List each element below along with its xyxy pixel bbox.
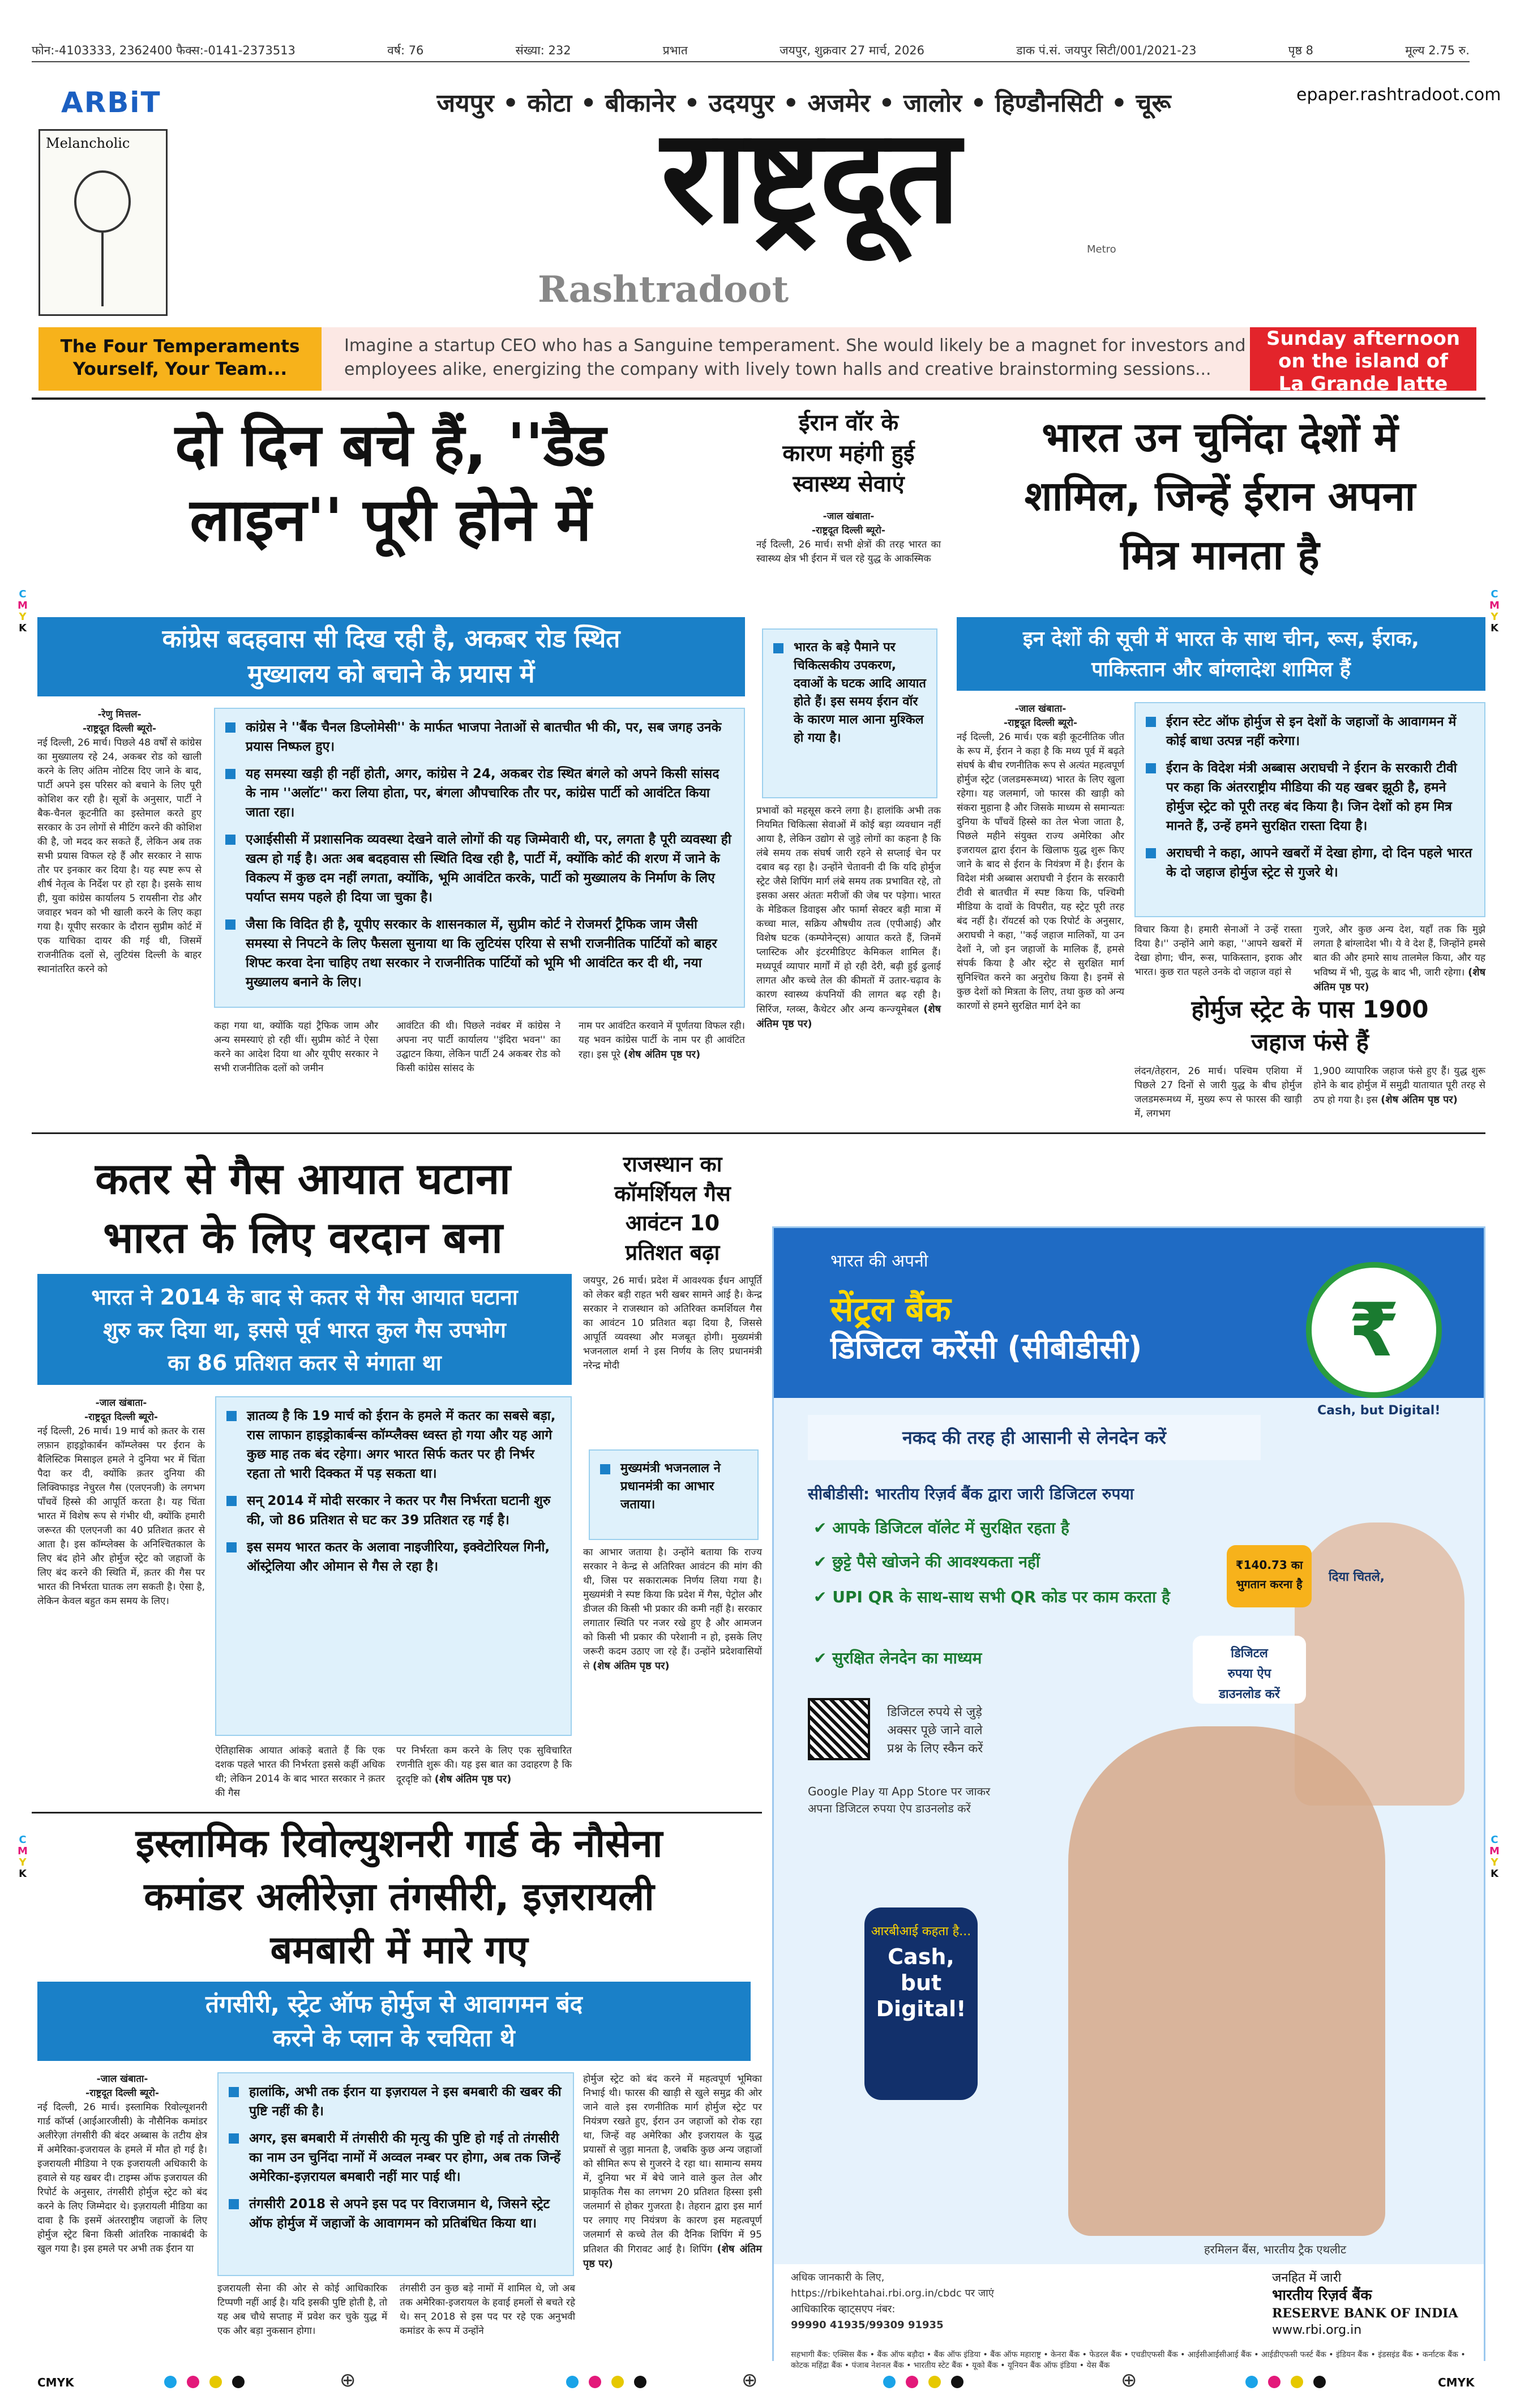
story6-body2: का आभार जताया है। उन्होंने बताया कि राज्य सरकार ने केन्द्र से अतिरिक्त आवंटन की मांग की थी, जिस पर सकारात्मक निर्णय लिया गया है। मुख्यमंत्री ने स्पष्ट किया कि प्रदेश में गैस, पेट्रोल और डीजल की किसी भी प्रकार की कमी नहीं है। सरकार लगातार स्थिति पर नजर रखे हुए है और आमजन को किसी भी प्रकार की परेशानी न हो, इसके लिए जरूरी कदम उठाए जा रहे हैं। उन्होंने प्रदेशवासियों से (शेष अंतिम पृष्ठ पर) [583,1547,762,1672]
banner-mid-text: Imagine a startup CEO who has a Sanguine temperament. She would likely be a magnet for investors and employees alike, energizing the company with lively town halls and creative brainstorming sessions... [344,336,1246,379]
epaper-link[interactable]: epaper.rashtradoot.com [1296,85,1501,105]
story7-column3: तंगसीरी उन कुछ बड़े नामों में शामिल थे, जो अब तक अमेरिका-इजरायल के हवाई हमलों से बचते रहे थे। सन् 2018 से इस पद पर रहे एक अनुभवी कमांडर के रूप में उन्होंने [400,2283,575,2337]
figure-icon [101,233,104,306]
color-bar [566,2376,646,2388]
page-info: पृष्ठ 8 [1288,44,1314,57]
teaser-banner[interactable] [38,327,1476,395]
continued-link[interactable]: (शेष अंतिम पृष्ठ पर) [583,2243,763,2270]
registration-mark: C M Y K [1489,588,1500,634]
phone-info: फोन:-4103333, 2362400 फैक्स:-0141-2373513 [32,44,296,57]
continued-link[interactable]: (शेष अंतिम पृष्ठ पर) [756,1003,941,1030]
story1-subheadline: कांग्रेस बदहवास सी दिख रही है, अकबर रोड स्थित मुख्यालय को बचाने के प्रयास में [37,617,745,696]
cbdc-advertisement[interactable] [772,1226,1485,2370]
divider [32,1812,762,1814]
banner-left-teaser[interactable] [38,327,322,391]
crosshair-icon: ⊕ [742,2369,758,2392]
check-icon: ✔ [813,1552,833,1571]
cmyk-label: CMYK [37,2376,74,2389]
check-icon: ✔ [813,1588,833,1606]
story5-column1: -जाल खंबाता- -राष्ट्रदूत दिल्ली ब्यूरो- नई दिल्ली, 26 मार्च। 19 मार्च को क़तर के रास लफ़ान हाइड्रोकार्बन कॉम्प्लेक्स पर ईरान के बैलिस्टिक मिसाइल हमले ने दुनिया भर में चिंता पैदा कर दी, क्योंकि क़तर दुनिया की लिक्विफाइड नेचुरल गैस (एलएनजी) के लगभग पाँचवें हिस्से की आपूर्ति करता है। यह चिंता भारत में विशेष रूप से गंभीर थी, क्योंकि हमारी जरूरत की एलएनजी का 40 प्रतिशत क़तर से आता है। इस कॉम्प्लेक्स के अनिश्चितकाल के लिए बंद होने और होर्मुज स्ट्रेट को जहाजों के लिए बंद करने की स्थिति में, क़तर की गैस पर भारत की निर्भरता घातक लग सकती है। ऐसा है, लेकिन केवल बहुत कम समय के लिए। [37,1397,205,1607]
story7-subheadline: तंगसीरी, स्ट्रेट ऑफ होर्मुज से आवागमन बंद करने के प्लान के रचयिता थे [37,1982,751,2061]
banner-right-line1: Sunday afternoon [1266,327,1461,350]
ad-description: सीबीडीसी: भारतीय रिज़र्व बैंक द्वारा जारी डिजिटल रुपया [808,1485,1134,1503]
story5-column2: ऐतिहासिक आयात आंकड़े बताते हैं कि एक दशक पहले भारत की निर्भरता इससे कहीं अधिक थी; लेकिन 2014 के बाद भारत सरकार ने क़तर की गैस [215,1745,385,1799]
ad-feature-3: ✔ UPI QR के साथ-साथ सभी QR कोड पर काम करता है [813,1588,1170,1606]
melancholic-illustration[interactable] [38,129,168,316]
crosshair-icon: ⊕ [1121,2369,1137,2392]
continued-link[interactable]: (शेष अंतिम पृष्ठ पर) [592,1660,670,1672]
payment-badge: ₹140.73 का भुगतान करना है [1227,1545,1312,1607]
color-bar [1245,2376,1326,2388]
ad-contact-info: अधिक जानकारी के लिए, https://rbikehtahai.rbi.org.in/cbdc पर जाएं आधिकारिक व्हाट्सएप नंबर: 99990 41935/99309 91935 [791,2272,994,2331]
rupee-logo-icon: ₹ [1306,1262,1442,1398]
story1-column1: -रेणु मित्तल- -राष्ट्रदूत दिल्ली ब्यूरो- नई दिल्ली, 26 मार्च। पिछले 48 वर्षों से कांग्रेस का मुख्यालय रहे 24, अकबर रोड को खाली करने के लिए अंतिम नोटिस दिए जाने के बाद, पार्टी अपने इस परिसर को बचाने के लिए पूरी कोशिश कर रही है। सूत्रों के अनुसार, पार्टी ने बैक-चैनल कूटनीति का इस्तेमाल करते हुए सरकार के उन लोगों से मीटिंग करने की कोशिश की है, जो मदद कर सकते हैं, लेकिन अब तक सभी प्रयास विफल रहे हैं और सरकार ने साफ तौर पर इनकार कर दिया है। यह स्पष्ट रूप से शीर्ष नेतृत्व के निर्देश पर हो रहा है। इसके साथ ही, युवा कांग्रेस कार्यालय 5 रायसीना रोड और जवाहर भवन को भी खाली करने के लिए कहा गया है। यूपीए सरकार के दौरान सुप्रीम कोर्ट में एक याचिका दायर की गई थी, जिसमें राजनीतिक दलों से, लुटियंस दिल्ली के बाहर स्थानांतरित करने को [37,709,202,975]
divider [32,1132,762,1134]
story6-highlight: मुख्यमंत्री भजनलाल ने प्रधानमंत्री का आभार जताया। [589,1449,759,1540]
english-name: Rashtradoot [538,268,789,311]
ad-footer [774,2264,1484,2370]
issue-info: संख्या: 232 [515,44,571,57]
payee-name: दिया चितले, [1329,1570,1385,1584]
banner-right-line2: on the island of [1278,350,1448,373]
story5-column3: पर निर्भरता कम करने के लिए एक सुविचारित रणनीति शुरू की। यह इस बात का उदाहरण है कि दूरदृष्टि को (शेष अंतिम पृष्ठ पर) [396,1745,572,1785]
story2-highlight: भारत के बड़े पैमाने पर चिकित्सकीय उपकरण, दवाओं के घटक आदि आयात होते हैं। इस समय ईरान वॉर के कारण माल आना मुश्किल हो गया है। [762,628,937,798]
story2-intro: -जाल खंबाता- -राष्ट्रदूत दिल्ली ब्यूरो- नई दिल्ली, 26 मार्च। सभी क्षेत्रों की तरह भारत का स्वास्थ्य क्षेत्र भी ईरान में चल रहे युद्ध के आकस्मिक [756,511,941,564]
cmyk-label: CMYK [1438,2376,1475,2389]
story1-column2: कहा गया था, क्योंकि यहां ट्रैफिक जाम और अन्य समस्याएं हो रही थीं। सुप्रीम कोर्ट ने ऐसा करने का आदेश दिया था और यूपीए सरकार ने सभी राजनीतिक दलों को जमीन [214,1020,378,1074]
edition-info: प्रभात [662,44,688,57]
registration-mark: C M Y K [18,1834,28,1880]
story3-column3: गुजरे, और कुछ अन्य देश, यहाँ तक कि मुझे लगता है बांग्लादेश भी। ये वे देश हैं, जिन्होंने हमसे बात की और हमारे साथ तालमेल किया, और यह भविष्य में भी, युद्ध के बाद भी, जारी रहेगा। (शेष अंतिम पृष्ठ पर) [1313,924,1485,993]
athlete-caption: हरमिलन बैंस, भारतीय ट्रैक एथलीट [1204,2243,1347,2256]
postal-info: डाक पं.सं. जयपुर सिटी/001/2021-23 [1016,44,1197,57]
story1-headline[interactable]: दो दिन बचे हैं, ''डैड लाइन'' पूरी होने में [175,410,606,554]
metro-label: Metro [1087,243,1116,255]
story3-headline[interactable]: भारत उन चुनिंदा देशों में शामिल, जिन्हें ईरान अपना मित्र मानता है [1024,413,1416,579]
check-icon: ✔ [813,1649,833,1667]
story6-headline[interactable]: राजस्थान का कॉमर्शियल गैस आवंटन 10 प्रतिशत बढ़ा [614,1152,731,1265]
qr-code-icon[interactable] [808,1698,870,1760]
check-icon: ✔ [813,1519,833,1537]
story4-column1: लंदन/तेहरान, 26 मार्च। पश्चिम एशिया में पिछले 27 दिनों से जारी युद्ध के बीच होर्मुज जलडमरूमध्य में, मुख्य रूप से फारस की खाड़ी में, लगभग [1134,1066,1302,1119]
ad-cash-tagline: Cash, but Digital! [1317,1404,1441,1418]
ad-brand-line2: सेंट्रल बैंक [830,1290,951,1329]
story7-headline[interactable]: इस्लामिक रिवोल्युशनरी गार्ड के नौसेना कमांडर अलीरेज़ा तंगसीरी, इज़रायली बमबारी में मारे गए [135,1821,663,1973]
banner-left-line1: The Four Temperaments [60,336,300,357]
rbi-logo-block: जनहित में जारी भारतीय रिज़र्व बैंक RESERVE BANK OF INDIA www.rbi.org.in [1272,2271,1458,2337]
registration-mark: C M Y K [18,588,28,634]
melancholic-label: Melancholic [46,135,130,151]
color-bar [164,2376,245,2388]
continued-link[interactable]: (शेष अंतिम पृष्ठ पर) [1381,1094,1458,1106]
color-bar [883,2376,963,2388]
story5-subheadline: भारत ने 2014 के बाद से कतर से गैस आयात घटाना शुरु कर दिया था, इससे पूर्व भारत कुल गैस उपभोग का 86 प्रतिशत कतर से मंगाता था [37,1274,572,1385]
masthead-title: राष्ट्रदूत [661,100,958,253]
ad-tagline: नकद की तरह ही आसानी से लेनदेन करें [808,1415,1261,1460]
date-info: जयपुर, शुक्रवार 27 मार्च, 2026 [780,44,925,57]
story1-highlights: कांग्रेस ने ''बैंक चैनल डिप्लोमेसी'' के मार्फत भाजपा नेताओं से बातचीत भी की, पर, सब जगह उनके प्रयास निष्फल हुए। यह समस्या खड़ी ही नहीं होती, अगर, कांग्रेस ने 24, अकबर रोड स्थित बंगले को अपने किसी सांसद के नाम ''अलॉट'' करा लिया होता, पर, बंगला औपचारिक तौर पर, कांग्रेस पार्टी को आवंटित किया जाता रहा। एआईसीसी में प्रशासनिक व्यवस्था देखने वाले लोगों की यह जिम्मेवारी थी, पर, लगता है पूरी व्यवस्था ही खत्म हो गई है। अतः अब बदहवास सी स्थिति दिख रही है, पार्टी में, क्योंकि कोर्ट की शरण में जाने के विकल्प में कुछ दम नहीं लगता, क्योंकि, भूमि आवंटित करके, पार्टी को मुख्यालय के निर्माण के लिए पर्याप्त समय पहले ही दिया जा चुका है। जैसा कि विदित ही है, यूपीए सरकार के शासनकाल में, सुप्रीम कोर्ट ने रोजमर्रा ट्रैफिक जाम जैसी समस्या से निपटने के लिए फैसला सुनाया था कि लुटियंस एरिया से सभी राजनीतिक पार्टियों को बाहर शिफ्ट करवा देना चाहिए तथा सरकार ने राजनीतिक पार्टियों को भूमि भी आवंटित कर दी थी, नया मुख्यालय बनाने के लिए। [214,708,745,1008]
phone-graphic: आरबीआई कहता है... Cash, but Digital! [864,1907,978,2100]
year-info: वर्ष: 76 [387,44,424,57]
ad-brand-line3: डिजिटल करेंसी (सीबीडीसी) [830,1330,1142,1366]
story1-column4: नाम पर आवंटित करवाने में पूर्णतया विफल रही। यह भवन कांग्रेस पार्टी के नाम पर ही आवंटित रहा। इस पूरे (शेष अंतिम पृष्ठ पर) [579,1020,745,1060]
cities-list: जयपुर • कोटा • बीकानेर • उदयपुर • अजमेर • जालोर • हिण्डौनसिटी • चूरू [436,89,1171,118]
story7-highlights: हालांकि, अभी तक ईरान या इज़रायल ने इस बमबारी की खबर की पुष्टि नहीं की है। अगर, इस बमबारी में तंगसीरी की मृत्यु की पुष्टि हो गई तो तंगसीरी का नाम उन चुनिंदा नामों में अव्वल नम्बर पर होगा, अब तक जिन्हें अमेरिका-इज़रायल बमबारी नहीं मार पाई थी। तंगसीरी 2018 से अपने इस पद पर विराजमान थे, जिसने स्ट्रेट ऑफ होर्मुज में जहाजों के आवागमन को प्रतिबंधित किया था। [217,2072,574,2276]
story2-body: प्रभावों को महसूस करने लगा है। हालांकि अभी तक नियमित चिकित्सा सेवाओं में कोई बड़ा व्यवधान नहीं आया है, लेकिन उद्योग से जुड़े लोगों का कहना है कि लंबे समय तक संघर्ष जारी रहने से सप्लाई चेन पर दबाव बढ़ रहा है। उन्होंने चेतावनी दी कि यदि होर्मुज स्ट्रेट जैसे शिपिंग मार्ग लंबे समय तक प्रभावित रहे, तो इसका असर अंततः मरीजों की जेब पर पड़ेगा। भारत के मेडिकल डिवाइस और फार्मा सेक्टर बड़ी मात्रा में कच्चा माल, सक्रिय औषधीय तत्व (एपीआई) और विशेष घटक (कम्पोनेन्ट्स) आयात करते हैं, जिनमें प्लास्टिक और इंटरमीडिएट केमिकल शामिल हैं। मध्यपूर्व व्यापार मार्गों में हो रही देरी, बढ़ी हुई ढुलाई लागत और कच्चे तेल की कीमतों में उतार-चढ़ाव के कारण स्वास्थ्य कंपनियों की लागत बढ़ रही है। सिरिंज, ग्लव्स, कैथेटर और अन्य कन्ज्यूमेबल (शेष अंतिम पृष्ठ पर) [756,805,941,1030]
registration-mark: C M Y K [1489,1834,1500,1880]
arbit-logo[interactable]: ARBiT [61,86,161,119]
participating-banks: सहभागी बैंक: एक्सिस बैंक • बैंक ऑफ बड़ौदा • बैंक ऑफ इंडिया • बैंक ऑफ महाराष्ट्र • केनरा बैंक • फेडरल बैंक • एचडीएफसी बैंक • आईसीआईसीआई बैंक • आईडीएफसी फर्स्ट बैंक • इंडियन बैंक • इंडसइंड बैंक • कर्नाटक बैंक • कोटक महिंद्रा बैंक • पंजाब नेशनल बैंक • भारतीय स्टेट बैंक • यूको बैंक • यूनियन बैंक ऑफ इंडिया • येस बैंक [791,2350,1466,2370]
ad-brand-line1: भारत की अपनी [830,1251,928,1271]
story6-body: जयपुर, 26 मार्च। प्रदेश में आवश्यक ईंधन आपूर्ति को लेकर बड़ी राहत भरी खबर सामने आई है। केन्द्र सरकार ने राजस्थान को अतिरिक्त कमर्शियल गैस का आवंटन 10 प्रतिशत बढ़ा दिया है, जिससे आपूर्ति व्यवस्था और मजबूत होगी। मुख्यमंत्री भजनलाल शर्मा ने इस निर्णय के लिए प्रधानमंत्री नरेन्द्र मोदी [583,1275,762,1371]
athlete-photo [1068,1726,1385,2236]
app-download-bubble[interactable]: डिजिटल रुपया ऐप डाउनलोड करें [1193,1636,1306,1704]
story2-headline[interactable]: ईरान वॉर के कारण महंगी हुई स्वास्थ्य सेवाएं [782,410,915,497]
banner-right-teaser[interactable] [1250,327,1476,395]
top-info-bar [32,40,1470,62]
story3-column2: विचार किया है। हमारी सेनाओं ने उन्हें रास्ता दिया है।'' उन्होंने आगे कहा, ''आपने खबरों में देखा होगा; चीन, रूस, पाकिस्तान, इराक और भारत। कुछ रात पहले उनके दो जहाज वहां से [1134,924,1302,978]
banner-left-line2: Yourself, Your Team... [72,359,288,379]
ad-feature-2: ✔ छुट्टे पैसे खोजने की आवश्यकता नहीं [813,1552,1040,1571]
continued-link[interactable]: (शेष अंतिम पृष्ठ पर) [434,1773,512,1785]
story3-column1: -जाल खंबाता- -राष्ट्रदूत दिल्ली ब्यूरो- नई दिल्ली, 26 मार्च। एक बड़ी कूटनीतिक जीत के रूप में, ईरान ने कहा है कि मध्य पूर्व में बढ़ते संघर्ष के बीच रणनीतिक रूप से अत्यंत महत्वपूर्ण होर्मुज स्ट्रेट (जलडमरूमध्य) भारत के लिए खुला रहेगा। यह जलमार्ग, जो फारस की खाड़ी को संकरा मुहाना है और जिसके माध्यम से समान्यतः दुनिया के पाँचवें हिस्से का तेल भेजा जाता है, पिछले महीने संयुक्त राज्य अमेरिका और इजरायल द्वारा ईरान के खिलाफ युद्ध शुरू किए जाने के बाद से ईरान के नियंत्रण में है। ईरान के विदेश मंत्री अब्बास अराघची ने ईरान के सरकारी टीवी से बातचीत में स्पष्ट किया कि, पश्चिमी मीडिया के दावों के विपरीत, यह स्ट्रेट पूरी तरह बंद नहीं है। रॉयटर्स को एक रिपोर्ट के अनुसार, अराघची ने कहा, ''कई जहाज मालिकों, या उन देशों ने, जो इन जहाजों के मालिक हैं, हमसे संपर्क किया है और स्ट्रेट से सुरक्षित मार्ग सुनिश्चित करने का अनुरोध किया है। इनमें से कुछ देशों को मित्रता के लिए, तथा कुछ को अन्य कारणों से हमने सुरक्षित मार्ग देने का [957,703,1124,1012]
divider [762,1132,1485,1134]
divider [32,397,1485,400]
story3-highlights: ईरान स्टेट ऑफ होर्मुज से इन देशों के जहाजों के आवागमन में कोई बाधा उत्पन्न नहीं करेगा। ईरान के विदेश मंत्री अब्बास अराघची ने ईरान के सरकारी टीवी पर कहा कि अंतरराष्ट्रीय मीडिया की यह खबर झूठी है, हमने होर्मुज स्ट्रेट को पूरी तरह बंद किया है। जिन देशों को हम मित्र मानते हैं, उन्हें हमने सुरक्षित रास्ता दिया है। अराघची ने कहा, आपने खबरों में देखा होगा, दो दिन पहले भारत के दो जहाज होर्मुज स्ट्रेट से गुजरे थे। [1134,702,1485,917]
app-store-info[interactable]: Google Play या App Store पर जाकर अपना डिजिटल रुपया ऐप डाउनलोड करें [808,1785,991,1815]
story4-headline[interactable]: होर्मुज स्ट्रेट के पास 1900 जहाज फंसे हैं [1191,995,1429,1056]
story5-headline[interactable]: कतर से गैस आयात घटाना भारत के लिए वरदान बना [95,1153,511,1263]
story7-column4: होर्मुज स्ट्रेट को बंद करने में महत्वपूर्ण भूमिका निभाई थी। फारस की खाड़ी से खुले समुद्र की ओर जाने वाले इस रणनीतिक मार्ग होर्मुज स्ट्रेट पर नियंत्रण रखते हुए, ईरान उन जहाजों को रोक रहा था, जिन्हें वह अमेरिका और इजरायल के युद्ध प्रयासों से जुड़ा मानता है, जबकि कुछ अन्य जहाजों को सीमित रूप से गुजरने दे रहा था। सामान्य समय में, दुनिया भर में बेचे जाने वाले कुल तेल और प्राकृतिक गैस का लगभग 20 प्रतिशत हिस्सा इसी जलमार्ग से होकर गुजरता है। तेहरान द्वारा इस मार्ग पर लगाए गए नियंत्रण के कारण इस महत्वपूर्ण जलमार्ग से कच्चे तेल की दैनिक शिपिंग में 95 प्रतिशत की गिरावट आई है। शिपिंग (शेष अंतिम पृष्ठ पर) [583,2073,763,2270]
story7-column1: -जाल खंबाता- -राष्ट्रदूत दिल्ली ब्यूरो- नई दिल्ली, 26 मार्च। इस्लामिक रिवोल्यूशनरी गार्ड कॉर्प्स (आईआरजीसी) के नौसैनिक कमांडर अलीरेज़ा तंगसीरी की बंदर अब्बास के तटीय क्षेत्र में अमेरिका-इजरायल के हमले में मौत हो गई है। इजरायली मीडिया ने एक इजरायली अधिकारी के हवाले से यह खबर दी। टाइम्स ऑफ इजरायल की रिपोर्ट के अनुसार, तंगसीरी होर्मुज स्ट्रेट को बंद करने के लिए जिम्मेदार थे। इज़रायली मीडिया का दावा है कि इसमें अंतरराष्ट्रीय जहाजों के लिए होर्मुज स्ट्रेट बिना किसी आंतरिक नाकाबंदी के खुल गया है। इस हमले पर अभी तक ईरान या [37,2073,207,2255]
story5-highlights: ज्ञातव्य है कि 19 मार्च को ईरान के हमले में कतर का सबसे बड़ा, रास लाफान हाइड्रोकार्बन्स कॉम्प्लैक्स ध्वस्त हो गया और यह आगे कुछ माह तक बंद रहेगा। अगर भारत सिर्फ कतर पर ही निर्भर रहता तो भारी दिक्कत में पड़ सकता था। सन् 2014 में मोदी सरकार ने कतर पर गैस निर्भरता घटानी शुरु की, जो 86 प्रतिशत से घट कर 39 प्रतिशत रह गई है। इस समय भारत कतर के अलावा नाइजीरिया, इक्वेटोरियल गिनी, ऑस्ट्रेलिया और ओमान से गैस ले रहा है। [215,1396,572,1736]
face-icon [74,170,131,233]
continued-link[interactable]: (शेष अंतिम पृष्ठ पर) [623,1049,701,1060]
ad-feature-1: ✔ आपके डिजिटल वॉलेट में सुरक्षित रहता है [813,1519,1069,1537]
price-info: मूल्य 2.75 रु. [1405,44,1470,57]
story4-column2: 1,900 व्यापारिक जहाज फंसे हुए हैं। युद्ध शुरू होने के बाद होर्मुज में समुद्री यातायात पूरी तरह से ठप हो गया है। इस (शेष अंतिम पृष्ठ पर) [1313,1066,1485,1106]
continued-link[interactable]: (शेष अंतिम पृष्ठ पर) [1313,966,1485,993]
banner-right-line3: La Grande Jatte [1278,373,1448,395]
story1-column3: आवंटित की थी। पिछले नवंबर में कांग्रेस ने अपना नए पार्टी कार्यालय ''इंदिरा भवन'' का उद्घाटन किया, लेकिन पार्टी 24 अकबर रोड को किसी कांग्रेस सांसद के [396,1020,560,1074]
story3-subheadline: इन देशों की सूची में भारत के साथ चीन, रूस, ईराक, पाकिस्तान और बांग्लादेश शामिल हैं [957,617,1485,691]
ad-feature-4: ✔ सुरक्षित लेनदेन का माध्यम [813,1649,982,1667]
story7-column2: इजरायली सेना की ओर से कोई आधिकारिक टिप्पणी नहीं आई है। यदि इसकी पुष्टि होती है, तो यह अब चौथे सप्ताह में प्रवेश कर चुके युद्ध में एक और बड़ा नुकसान होगा। [217,2283,387,2337]
crosshair-icon: ⊕ [340,2369,356,2392]
qr-instructions: डिजिटल रुपये से जुड़े अक्सर पूछे जाने वाले प्रश्न के लिए स्कैन करें [887,1705,983,1756]
